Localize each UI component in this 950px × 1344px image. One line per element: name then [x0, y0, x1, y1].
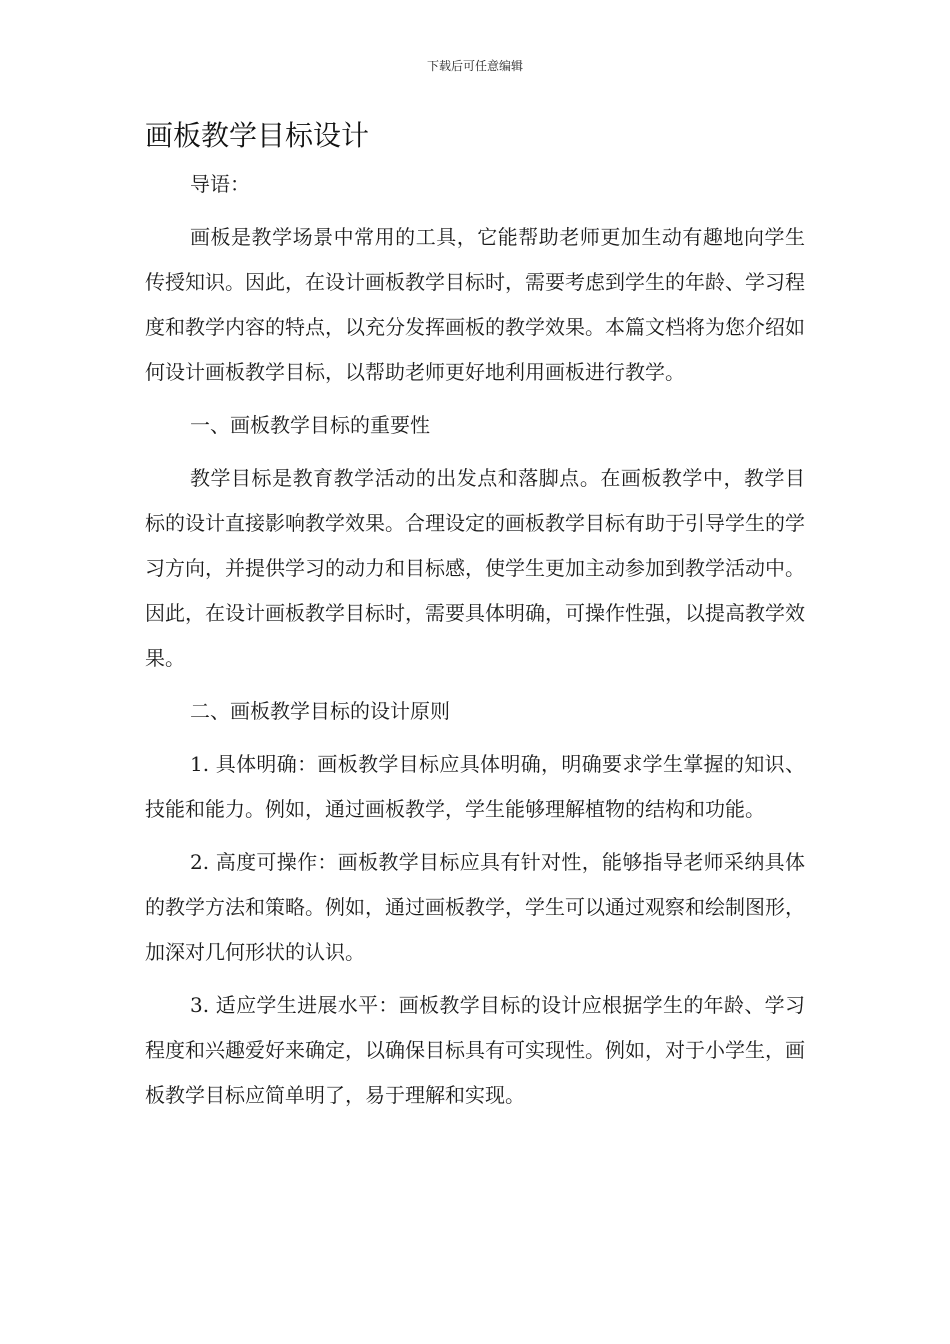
- principle-item-2: 2. 高度可操作：画板教学目标应具有针对性，能够指导老师采纳具体的教学方法和策略。例如，通过画板教学，学生可以通过观察和绘制图形，加深对几何形状的认识。: [145, 850, 805, 964]
- intro-label: 导语：: [190, 172, 250, 196]
- document-body: [145, 162, 805, 1126]
- principle-item-3: 3. 适应学生进展水平：画板教学目标的设计应根据学生的年龄、学习程度和兴趣爱好来确定，以确保目标具有可实现性。例如，对于小学生，画板教学目标应简单明了，易于理解和实现。: [145, 993, 805, 1107]
- intro-paragraph: 画板是教学场景中常用的工具，它能帮助老师更加生动有趣地向学生传授知识。因此，在设计画板教学目标时，需要考虑到学生的年龄、学习程度和教学内容的特点，以充分发挥画板的教学效果。本篇文档将为您介绍如何设计画板教学目标，以帮助老师更好地利用画板进行教学。: [145, 225, 805, 384]
- document-title: 画板教学目标设计: [145, 119, 370, 152]
- header-note: 下载后可任意编辑: [426, 59, 523, 73]
- principle-item-1: 1. 具体明确：画板教学目标应具体明确，明确要求学生掌握的知识、技能和能力。例如，通过画板教学，学生能够理解植物的结构和功能。: [145, 752, 805, 821]
- section-heading-principles: 二、画板教学目标的设计原则: [190, 699, 450, 723]
- importance-paragraph: 教学目标是教育教学活动的出发点和落脚点。在画板教学中，教学目标的设计直接影响教学效果。合理设定的画板教学目标有助于引导学生的学习方向，并提供学习的动力和目标感，使学生更加主动参加到教学活动中。因此，在设计画板教学目标时，需要具体明确，可操作性强，以提高教学效果。: [145, 466, 805, 670]
- section-heading-importance: 一、画板教学目标的重要性: [190, 413, 430, 437]
